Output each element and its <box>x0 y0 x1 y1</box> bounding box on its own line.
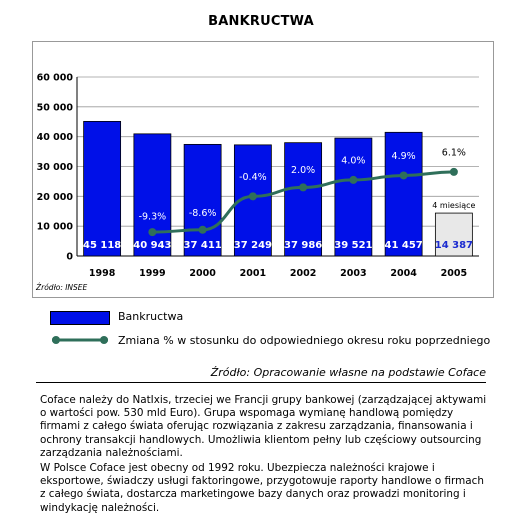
change-label: 4.9% <box>391 150 416 162</box>
bankruptcy-chart <box>33 42 493 297</box>
y-tick-label: 10 000 <box>36 221 73 233</box>
x-tick-label: 2004 <box>390 268 417 279</box>
x-tick-label: 2002 <box>289 268 317 279</box>
y-tick-label: 60 000 <box>36 72 73 84</box>
x-tick-label: 2005 <box>440 268 468 279</box>
x-tick-label: 2001 <box>239 268 267 279</box>
change-point-2002 <box>299 183 307 191</box>
x-tick-label: 1998 <box>88 268 116 279</box>
y-tick-label: 50 000 <box>36 102 73 114</box>
source-note: Źródło: Opracowanie własne na podstawie Coface <box>210 366 486 379</box>
bar-value-label: 41 457 <box>384 240 423 251</box>
bar-value-label: 14 387 <box>434 240 474 251</box>
paragraph-coface-natixis: Coface należy do NatIxis, trzeciej we Francji grupy bankowej (zarządzającej aktywami o wartości pow. 530 mld Euro). Grupa wspomaga wymianę handlową pomiędzy firmami z całego świata oferując rozwiązania z zakresu zarządzania, finansowania i ochrony transakcji handlowych. Umożliwia klientom pełny lub częściowy outsourcing zarządzania należnościami. <box>40 394 487 459</box>
legend-line-swatch <box>50 333 110 347</box>
bar-value-label: 45 118 <box>82 240 122 251</box>
change-point-2005 <box>450 168 458 176</box>
divider <box>36 382 486 383</box>
bar-value-label: 37 411 <box>183 240 222 251</box>
change-label: 4.0% <box>341 155 366 167</box>
chart-title: BANKRUCTWA <box>208 14 314 29</box>
change-label: 2.0% <box>291 164 316 176</box>
x-tick-label: 2003 <box>340 268 367 279</box>
legend-line-label: Zmiana % w stosunku do odpowiedniego okresu roku poprzedniego <box>118 334 491 347</box>
change-point-2000 <box>199 226 207 234</box>
change-point-2003 <box>349 176 357 184</box>
chart-panel <box>32 41 494 298</box>
change-label: -0.4% <box>239 171 267 183</box>
x-tick-label: 1999 <box>139 268 166 279</box>
change-point-1999 <box>148 228 156 236</box>
change-label: -9.3% <box>138 211 167 223</box>
change-label: -8.6% <box>188 208 217 220</box>
change-label: 6.1% <box>441 147 466 159</box>
bar-value-label: 37 986 <box>283 240 323 251</box>
chart-source: Źródło: INSEE <box>36 283 88 292</box>
change-point-2004 <box>400 171 408 179</box>
bar-1998 <box>84 121 121 256</box>
bar-value-label: 37 249 <box>233 240 273 251</box>
bar-value-label: 39 521 <box>334 240 373 251</box>
bar-value-label: 40 943 <box>133 240 172 251</box>
x-tick-label: 2000 <box>189 268 216 279</box>
legend-bar-label: Bankructwa <box>118 310 184 323</box>
paragraph-coface-poland: W Polsce Coface jest obecny od 1992 roku. Ubezpiecza należności krajowe i eksportowe, świadczy usługi faktoringowe, przygotowuje raporty handlowe o firmach z całego świata, dostarcza marketingowe bazy danych oraz prowadzi monitoring i windykację należności. <box>40 462 484 514</box>
y-tick-label: 30 000 <box>36 162 73 173</box>
legend-bar-swatch <box>50 311 110 325</box>
bar-1999 <box>134 134 171 256</box>
bar-2002 <box>285 143 322 256</box>
change-point-2001 <box>249 192 257 200</box>
y-tick-label: 0 <box>66 251 73 263</box>
y-tick-label: 40 000 <box>36 132 73 144</box>
partial-year-annotation: 4 miesiące <box>432 201 476 211</box>
y-tick-label: 20 000 <box>36 191 73 203</box>
